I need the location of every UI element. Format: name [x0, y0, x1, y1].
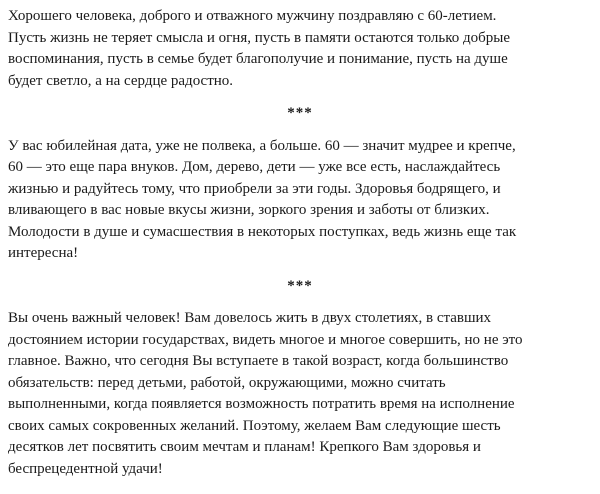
paragraph-line: У вас юбилейная дата, уже не полвека, а больше. 60 — значит мудрее и крепче, [8, 137, 516, 154]
paragraph-line: десятков лет посвятить своим мечтам и планам! Крепкого Вам здоровья и [8, 439, 481, 455]
paragraph-line: беспрецедентной удачи! [8, 460, 163, 477]
paragraph-line: будет светло, а на сердце радостно. [8, 72, 234, 89]
paragraph-line: своих самых сокровенных желаний. Поэтому, желаем Вам следующие шесть [8, 417, 501, 434]
paragraph-line: воспоминания, пусть в семье будет благополучие и понимание, пусть на душе [8, 51, 508, 67]
paragraph-line: Молодости в душе и сумасшествия в некоторых поступках, ведь жизнь еще так [8, 223, 517, 240]
paragraph-line: Хорошего человека, доброго и отважного мужчину поздравляю с 60-летием. [8, 8, 497, 24]
paragraph-line: Вы очень важный человек! Вам довелось жить в двух столетиях, в ставших [8, 310, 492, 326]
paragraph-line: обязательств: перед детьми, работой, окружающими, можно считать [8, 374, 446, 391]
paragraph-line: Пусть жизнь не теряет смысла и огня, пусть в памяти остаются только добрые [8, 29, 511, 46]
paragraph-line: вливающего в вас новые вкусы жизни, зоркого зрения и заботы от близких. [8, 202, 490, 218]
paragraph-1 [8, 6, 592, 92]
paragraph-line: выполненными, когда появляется возможность потратить время на исполнение [8, 396, 515, 412]
paragraph-line: интересна! [8, 245, 79, 261]
paragraph-line: достоянием истории государствах, видеть многое и многое совершить, но не это [8, 331, 523, 348]
separator-asterisks: *** [287, 105, 313, 121]
paragraph-2 [8, 136, 592, 265]
paragraph-3 [8, 308, 592, 480]
separator-asterisks: *** [287, 277, 313, 294]
paragraph-line: 60 — это еще пара внуков. Дом, дерево, дети — уже все есть, наслаждайтесь [8, 159, 501, 175]
paragraph-line: главное. Важно, что сегодня Вы вступаете в такой возраст, когда большинство [8, 353, 509, 369]
paragraph-line: жизнью и радуйтесь тому, что приобрели за эти годы. Здоровья бодрящего, и [8, 180, 501, 197]
